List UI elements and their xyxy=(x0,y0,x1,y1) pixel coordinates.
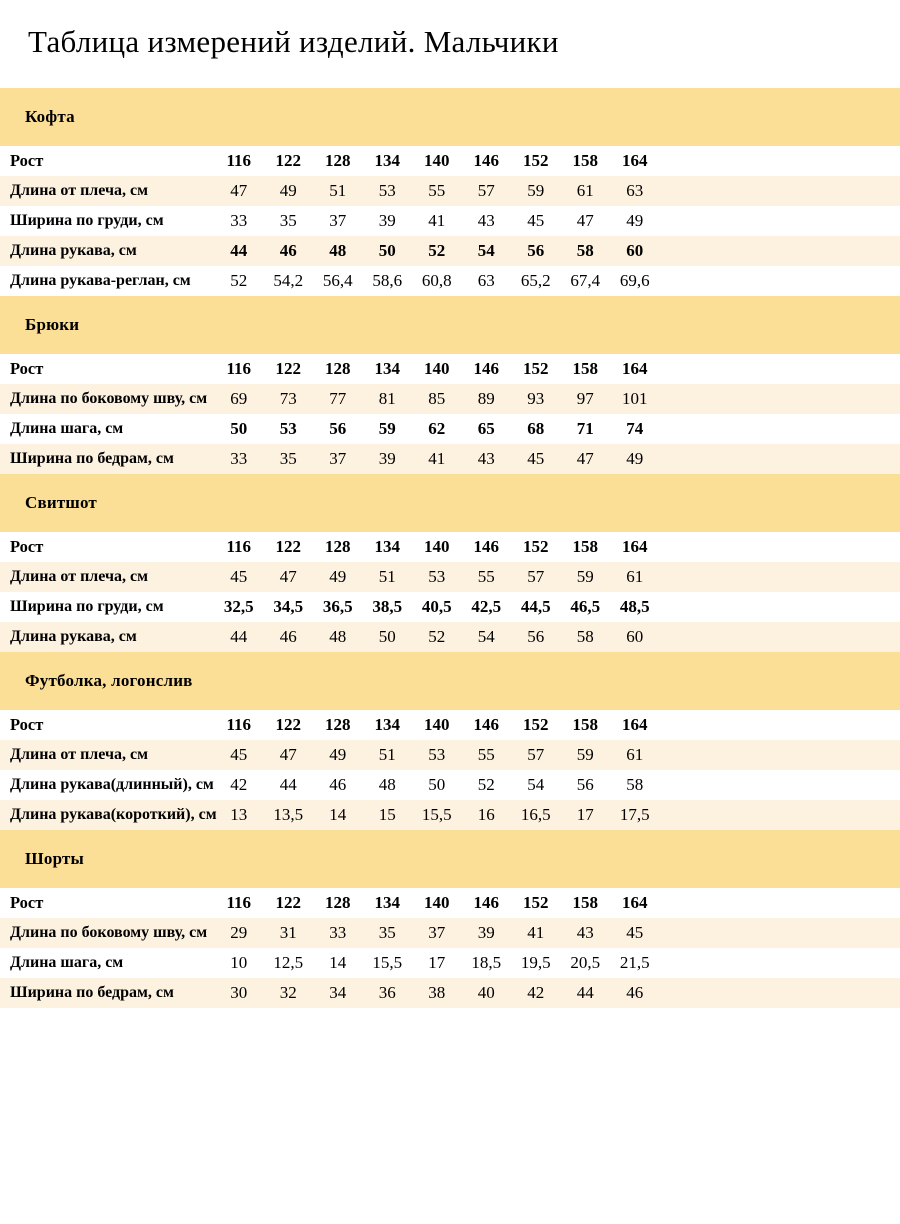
measurement-value: 39 xyxy=(363,444,413,474)
measurement-label: Длина шага, см xyxy=(0,948,214,978)
size-header-cell: 146 xyxy=(462,354,512,384)
measurement-value: 21,5 xyxy=(610,948,660,978)
measurement-value: 69 xyxy=(214,384,264,414)
measurement-label: Длина рукава, см xyxy=(0,236,214,266)
size-header-cell: 134 xyxy=(363,532,413,562)
product-section xyxy=(0,652,900,830)
measurement-value: 13,5 xyxy=(264,800,314,830)
size-header-row xyxy=(0,354,900,384)
measurement-value: 37 xyxy=(412,918,462,948)
section-header xyxy=(0,652,900,710)
size-header-cell: 164 xyxy=(610,710,660,740)
measurement-value: 60,8 xyxy=(412,266,462,296)
measurement-value: 18,5 xyxy=(462,948,512,978)
measurement-row xyxy=(0,206,900,236)
size-header-cell: 128 xyxy=(313,888,363,918)
size-header-cell: 158 xyxy=(561,146,611,176)
measurement-row xyxy=(0,562,900,592)
measurement-row xyxy=(0,266,900,296)
size-table xyxy=(0,532,900,652)
filler-cell xyxy=(660,176,900,206)
filler-cell xyxy=(660,978,900,1008)
measurement-value: 58,6 xyxy=(363,266,413,296)
size-header-cell: 122 xyxy=(264,146,314,176)
measurement-value: 53 xyxy=(412,740,462,770)
measurement-value: 31 xyxy=(264,918,314,948)
measurement-value: 67,4 xyxy=(561,266,611,296)
measurement-value: 44 xyxy=(264,770,314,800)
size-header-cell: 152 xyxy=(511,146,561,176)
measurement-label: Ширина по бедрам, см xyxy=(0,444,214,474)
measurement-value: 68 xyxy=(511,414,561,444)
size-header-cell: 164 xyxy=(610,888,660,918)
measurement-value: 30 xyxy=(214,978,264,1008)
measurement-value: 42 xyxy=(511,978,561,1008)
section-title: Брюки xyxy=(25,315,79,335)
filler-cell xyxy=(660,266,900,296)
measurement-value: 47 xyxy=(561,444,611,474)
measurement-value: 58 xyxy=(561,236,611,266)
measurement-value: 50 xyxy=(363,236,413,266)
measurement-value: 33 xyxy=(214,206,264,236)
measurement-value: 49 xyxy=(264,176,314,206)
measurement-value: 33 xyxy=(214,444,264,474)
measurement-value: 32 xyxy=(264,978,314,1008)
measurement-value: 65,2 xyxy=(511,266,561,296)
size-header-cell: 116 xyxy=(214,354,264,384)
measurement-value: 47 xyxy=(264,740,314,770)
measurement-value: 52 xyxy=(412,622,462,652)
size-header-cell: 122 xyxy=(264,888,314,918)
measurement-row xyxy=(0,176,900,206)
measurement-value: 33 xyxy=(313,918,363,948)
size-header-cell: 134 xyxy=(363,146,413,176)
measurement-value: 15,5 xyxy=(363,948,413,978)
measurement-value: 13 xyxy=(214,800,264,830)
size-header-cell: 146 xyxy=(462,710,512,740)
measurement-value: 46,5 xyxy=(561,592,611,622)
filler-cell xyxy=(660,444,900,474)
measurement-value: 43 xyxy=(561,918,611,948)
measurement-label: Ширина по бедрам, см xyxy=(0,978,214,1008)
measurement-value: 74 xyxy=(610,414,660,444)
measurement-value: 49 xyxy=(610,206,660,236)
size-header-cell: 134 xyxy=(363,710,413,740)
measurement-value: 39 xyxy=(363,206,413,236)
measurement-value: 34 xyxy=(313,978,363,1008)
size-header-cell: 146 xyxy=(462,532,512,562)
measurement-value: 53 xyxy=(363,176,413,206)
section-header xyxy=(0,474,900,532)
section-title: Свитшот xyxy=(25,493,97,513)
measurement-row xyxy=(0,236,900,266)
measurement-value: 47 xyxy=(214,176,264,206)
measurement-value: 44 xyxy=(214,236,264,266)
size-header-cell: 164 xyxy=(610,354,660,384)
measurement-value: 39 xyxy=(462,918,512,948)
measurement-value: 54 xyxy=(511,770,561,800)
measurement-value: 58 xyxy=(610,770,660,800)
size-header-cell: 122 xyxy=(264,710,314,740)
measurement-value: 63 xyxy=(610,176,660,206)
measurement-value: 85 xyxy=(412,384,462,414)
measurement-value: 71 xyxy=(561,414,611,444)
measurement-value: 56,4 xyxy=(313,266,363,296)
size-header-cell: 158 xyxy=(561,354,611,384)
measurement-value: 20,5 xyxy=(561,948,611,978)
product-section xyxy=(0,88,900,296)
measurement-value: 45 xyxy=(610,918,660,948)
product-section xyxy=(0,474,900,652)
measurement-value: 44 xyxy=(561,978,611,1008)
section-header xyxy=(0,830,900,888)
measurement-row xyxy=(0,948,900,978)
measurement-value: 56 xyxy=(511,236,561,266)
measurement-value: 17,5 xyxy=(610,800,660,830)
measurement-label: Длина рукава-реглан, см xyxy=(0,266,214,296)
measurement-label: Длина от плеча, см xyxy=(0,562,214,592)
product-section xyxy=(0,296,900,474)
measurement-row xyxy=(0,444,900,474)
measurement-value: 52 xyxy=(214,266,264,296)
measurement-value: 45 xyxy=(511,206,561,236)
size-header-cell: 164 xyxy=(610,532,660,562)
size-header-cell: 128 xyxy=(313,354,363,384)
measurement-row xyxy=(0,800,900,830)
measurement-label: Длина по боковому шву, см xyxy=(0,384,214,414)
measurement-label: Ширина по груди, см xyxy=(0,592,214,622)
measurement-value: 41 xyxy=(412,444,462,474)
measurement-value: 59 xyxy=(363,414,413,444)
filler-cell xyxy=(660,562,900,592)
measurement-value: 35 xyxy=(264,206,314,236)
filler-cell xyxy=(660,770,900,800)
measurement-label: Длина по боковому шву, см xyxy=(0,918,214,948)
measurement-value: 97 xyxy=(561,384,611,414)
measurement-value: 69,6 xyxy=(610,266,660,296)
measurement-value: 38,5 xyxy=(363,592,413,622)
measurement-value: 89 xyxy=(462,384,512,414)
size-header-cell: 140 xyxy=(412,710,462,740)
measurement-value: 14 xyxy=(313,800,363,830)
product-section xyxy=(0,830,900,1008)
measurement-value: 49 xyxy=(313,562,363,592)
measurement-value: 15,5 xyxy=(412,800,462,830)
size-header-label: Рост xyxy=(0,354,214,384)
measurement-value: 37 xyxy=(313,444,363,474)
size-header-cell: 158 xyxy=(561,532,611,562)
size-header-cell: 152 xyxy=(511,532,561,562)
measurement-value: 65 xyxy=(462,414,512,444)
measurement-value: 61 xyxy=(610,740,660,770)
measurement-value: 37 xyxy=(313,206,363,236)
measurement-row xyxy=(0,770,900,800)
measurement-value: 48 xyxy=(313,236,363,266)
measurement-value: 16,5 xyxy=(511,800,561,830)
size-header-row xyxy=(0,532,900,562)
measurement-value: 62 xyxy=(412,414,462,444)
measurement-value: 35 xyxy=(363,918,413,948)
measurement-value: 12,5 xyxy=(264,948,314,978)
measurement-row xyxy=(0,740,900,770)
measurement-value: 63 xyxy=(462,266,512,296)
measurement-value: 40 xyxy=(462,978,512,1008)
measurement-value: 42 xyxy=(214,770,264,800)
measurement-value: 40,5 xyxy=(412,592,462,622)
measurement-value: 51 xyxy=(363,562,413,592)
measurement-value: 55 xyxy=(462,562,512,592)
measurement-value: 36,5 xyxy=(313,592,363,622)
measurement-value: 59 xyxy=(511,176,561,206)
size-header-cell: 134 xyxy=(363,354,413,384)
measurement-value: 50 xyxy=(363,622,413,652)
size-header-label: Рост xyxy=(0,710,214,740)
section-title: Кофта xyxy=(25,107,75,127)
filler-cell xyxy=(660,918,900,948)
filler-cell xyxy=(660,740,900,770)
page-title: Таблица измерений изделий. Мальчики xyxy=(28,24,900,60)
measurement-label: Длина рукава, см xyxy=(0,622,214,652)
measurement-value: 48,5 xyxy=(610,592,660,622)
measurement-value: 51 xyxy=(363,740,413,770)
measurement-value: 59 xyxy=(561,562,611,592)
size-tables-container xyxy=(0,88,900,1008)
measurement-value: 53 xyxy=(264,414,314,444)
measurement-value: 54 xyxy=(462,622,512,652)
size-header-cell: 128 xyxy=(313,146,363,176)
size-header-cell: 152 xyxy=(511,354,561,384)
measurement-value: 49 xyxy=(610,444,660,474)
measurement-value: 50 xyxy=(214,414,264,444)
measurement-value: 61 xyxy=(561,176,611,206)
size-header-cell: 140 xyxy=(412,146,462,176)
measurement-value: 55 xyxy=(412,176,462,206)
measurement-value: 45 xyxy=(214,740,264,770)
measurement-value: 17 xyxy=(412,948,462,978)
filler-cell xyxy=(660,414,900,444)
size-header-row xyxy=(0,146,900,176)
size-header-cell: 128 xyxy=(313,710,363,740)
filler-cell xyxy=(660,146,900,176)
size-header-cell: 116 xyxy=(214,888,264,918)
measurement-label: Длина от плеча, см xyxy=(0,740,214,770)
size-header-label: Рост xyxy=(0,888,214,918)
filler-cell xyxy=(660,948,900,978)
measurement-value: 10 xyxy=(214,948,264,978)
measurement-value: 81 xyxy=(363,384,413,414)
measurement-value: 59 xyxy=(561,740,611,770)
size-table xyxy=(0,710,900,830)
filler-cell xyxy=(660,384,900,414)
size-header-cell: 140 xyxy=(412,532,462,562)
measurement-row xyxy=(0,978,900,1008)
size-header-cell: 164 xyxy=(610,146,660,176)
filler-cell xyxy=(660,800,900,830)
measurement-value: 34,5 xyxy=(264,592,314,622)
measurement-value: 57 xyxy=(511,562,561,592)
measurement-value: 50 xyxy=(412,770,462,800)
measurement-value: 61 xyxy=(610,562,660,592)
measurement-value: 58 xyxy=(561,622,611,652)
measurement-value: 52 xyxy=(412,236,462,266)
measurement-value: 52 xyxy=(462,770,512,800)
measurement-label: Ширина по груди, см xyxy=(0,206,214,236)
section-title: Шорты xyxy=(25,849,84,869)
size-header-cell: 146 xyxy=(462,888,512,918)
measurement-value: 54 xyxy=(462,236,512,266)
size-header-cell: 152 xyxy=(511,710,561,740)
filler-cell xyxy=(660,206,900,236)
measurement-value: 36 xyxy=(363,978,413,1008)
size-header-cell: 128 xyxy=(313,532,363,562)
section-title: Футболка, логонслив xyxy=(25,671,193,691)
measurement-value: 41 xyxy=(412,206,462,236)
size-header-cell: 158 xyxy=(561,710,611,740)
measurement-value: 16 xyxy=(462,800,512,830)
measurement-value: 56 xyxy=(313,414,363,444)
section-header xyxy=(0,296,900,354)
size-header-cell: 122 xyxy=(264,532,314,562)
size-header-row xyxy=(0,888,900,918)
measurement-value: 17 xyxy=(561,800,611,830)
measurement-value: 46 xyxy=(313,770,363,800)
measurement-value: 32,5 xyxy=(214,592,264,622)
filler-cell xyxy=(660,592,900,622)
measurement-value: 57 xyxy=(511,740,561,770)
filler-cell xyxy=(660,354,900,384)
measurement-value: 57 xyxy=(462,176,512,206)
size-header-cell: 140 xyxy=(412,354,462,384)
measurement-value: 43 xyxy=(462,206,512,236)
filler-cell xyxy=(660,622,900,652)
size-header-cell: 116 xyxy=(214,532,264,562)
size-header-cell: 152 xyxy=(511,888,561,918)
measurement-row xyxy=(0,414,900,444)
size-header-cell: 158 xyxy=(561,888,611,918)
filler-cell xyxy=(660,888,900,918)
size-header-cell: 146 xyxy=(462,146,512,176)
measurement-value: 73 xyxy=(264,384,314,414)
measurement-row xyxy=(0,384,900,414)
measurement-value: 45 xyxy=(511,444,561,474)
measurement-value: 46 xyxy=(610,978,660,1008)
size-header-row xyxy=(0,710,900,740)
measurement-value: 44 xyxy=(214,622,264,652)
measurement-value: 48 xyxy=(313,622,363,652)
measurement-label: Длина шага, см xyxy=(0,414,214,444)
measurement-value: 35 xyxy=(264,444,314,474)
measurement-value: 47 xyxy=(264,562,314,592)
measurement-row xyxy=(0,592,900,622)
measurement-value: 53 xyxy=(412,562,462,592)
measurement-value: 60 xyxy=(610,622,660,652)
measurement-value: 47 xyxy=(561,206,611,236)
size-table xyxy=(0,888,900,1008)
measurement-value: 41 xyxy=(511,918,561,948)
measurement-value: 56 xyxy=(561,770,611,800)
measurement-value: 93 xyxy=(511,384,561,414)
measurement-value: 54,2 xyxy=(264,266,314,296)
measurement-value: 43 xyxy=(462,444,512,474)
size-header-cell: 134 xyxy=(363,888,413,918)
size-header-label: Рост xyxy=(0,532,214,562)
measurement-value: 44,5 xyxy=(511,592,561,622)
measurement-value: 101 xyxy=(610,384,660,414)
measurement-row xyxy=(0,918,900,948)
measurement-value: 51 xyxy=(313,176,363,206)
measurement-value: 55 xyxy=(462,740,512,770)
size-table xyxy=(0,354,900,474)
size-header-cell: 122 xyxy=(264,354,314,384)
size-table xyxy=(0,146,900,296)
measurement-row xyxy=(0,622,900,652)
measurement-value: 45 xyxy=(214,562,264,592)
measurement-value: 19,5 xyxy=(511,948,561,978)
measurement-value: 60 xyxy=(610,236,660,266)
measurement-value: 38 xyxy=(412,978,462,1008)
measurement-label: Длина от плеча, см xyxy=(0,176,214,206)
size-header-cell: 140 xyxy=(412,888,462,918)
measurement-value: 46 xyxy=(264,622,314,652)
measurement-value: 14 xyxy=(313,948,363,978)
measurement-value: 48 xyxy=(363,770,413,800)
measurement-value: 46 xyxy=(264,236,314,266)
measurement-label: Длина рукава(короткий), см xyxy=(0,800,214,830)
measurement-label: Длина рукава(длинный), см xyxy=(0,770,214,800)
size-header-cell: 116 xyxy=(214,146,264,176)
measurement-value: 49 xyxy=(313,740,363,770)
measurement-value: 15 xyxy=(363,800,413,830)
filler-cell xyxy=(660,532,900,562)
measurement-value: 56 xyxy=(511,622,561,652)
measurement-value: 77 xyxy=(313,384,363,414)
filler-cell xyxy=(660,710,900,740)
section-header xyxy=(0,88,900,146)
size-header-cell: 116 xyxy=(214,710,264,740)
filler-cell xyxy=(660,236,900,266)
size-header-label: Рост xyxy=(0,146,214,176)
measurement-value: 29 xyxy=(214,918,264,948)
measurement-value: 42,5 xyxy=(462,592,512,622)
